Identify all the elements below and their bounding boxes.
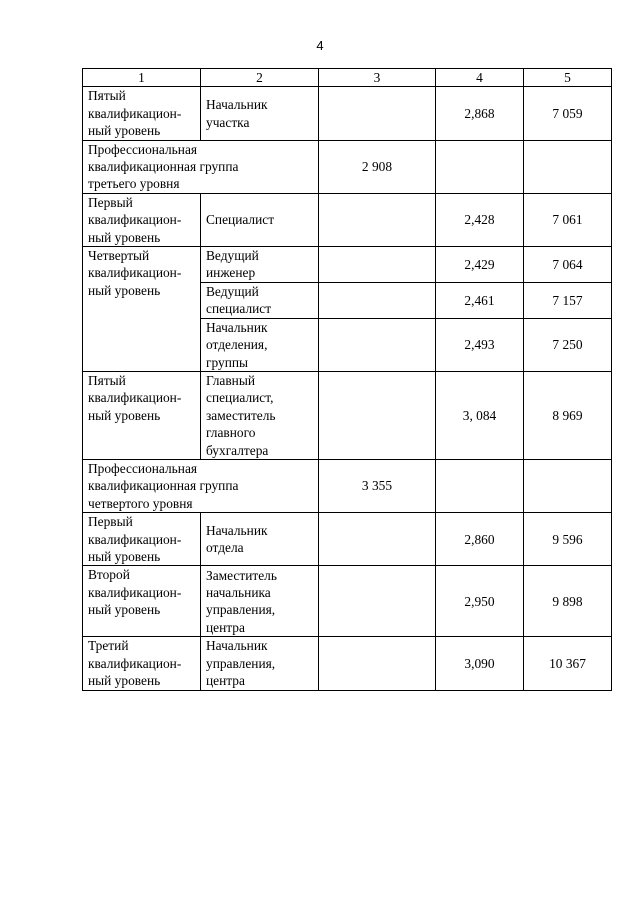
table-row <box>83 193 612 246</box>
coefficient-cell: 3,090 <box>436 637 524 690</box>
coefficient-cell: 2,428 <box>436 193 524 246</box>
position-cell: Начальник участка <box>201 87 319 140</box>
empty-cell <box>436 140 524 193</box>
table-header-row <box>83 69 612 87</box>
position-cell: Начальник отделения, группы <box>201 318 319 371</box>
position-cell: Начальник отдела <box>201 513 319 566</box>
position-cell: Начальник управления, центра <box>201 637 319 690</box>
empty-cell <box>319 193 436 246</box>
position-cell: Главный специалист, заместитель главного бухгалтера <box>201 371 319 459</box>
empty-cell <box>524 140 612 193</box>
empty-cell <box>319 513 436 566</box>
coefficient-cell: 2,860 <box>436 513 524 566</box>
qualification-level-cell: Пятый квалификацион- ный уровень <box>83 87 201 140</box>
qualification-level-cell: Четвертый квалификацион- ный уровень <box>83 247 201 372</box>
empty-cell <box>319 566 436 637</box>
empty-cell <box>319 87 436 140</box>
empty-cell <box>319 371 436 459</box>
table-row <box>83 566 612 637</box>
column-header: 1 <box>83 69 201 87</box>
group-row <box>83 140 612 193</box>
position-cell: Ведущий инженер <box>201 247 319 283</box>
coefficient-cell: 3, 084 <box>436 371 524 459</box>
table-row <box>83 637 612 690</box>
table-row <box>83 247 612 283</box>
page-number: 4 <box>316 38 324 53</box>
group-title-cell: Профессиональная квалификационная группа четвертого уровня <box>83 459 319 512</box>
empty-cell <box>319 318 436 371</box>
qualification-level-cell: Второй квалификацион- ный уровень <box>83 566 201 637</box>
salary-cell: 7 157 <box>524 282 612 318</box>
empty-cell <box>436 459 524 512</box>
salary-cell: 9 596 <box>524 513 612 566</box>
group-row <box>83 459 612 512</box>
position-cell: Заместитель начальника управления, центра <box>201 566 319 637</box>
salary-cell: 7 059 <box>524 87 612 140</box>
qualification-level-cell: Третий квалификацион- ный уровень <box>83 637 201 690</box>
table-row <box>83 371 612 459</box>
salary-cell: 7 064 <box>524 247 612 283</box>
position-cell: Ведущий специалист <box>201 282 319 318</box>
group-base-salary-cell: 3 355 <box>319 459 436 512</box>
salary-table <box>82 68 612 691</box>
group-title-cell: Профессиональная квалификационная группа третьего уровня <box>83 140 319 193</box>
qualification-level-cell: Первый квалификацион- ный уровень <box>83 513 201 566</box>
empty-cell <box>319 247 436 283</box>
salary-cell: 9 898 <box>524 566 612 637</box>
column-header: 2 <box>201 69 319 87</box>
salary-cell: 10 367 <box>524 637 612 690</box>
coefficient-cell: 2,950 <box>436 566 524 637</box>
coefficient-cell: 2,429 <box>436 247 524 283</box>
table-row <box>83 87 612 140</box>
qualification-level-cell: Пятый квалификацион- ный уровень <box>83 371 201 459</box>
salary-cell: 8 969 <box>524 371 612 459</box>
coefficient-cell: 2,868 <box>436 87 524 140</box>
table-row <box>83 513 612 566</box>
qualification-level-cell: Первый квалификацион- ный уровень <box>83 193 201 246</box>
empty-cell <box>319 637 436 690</box>
coefficient-cell: 2,461 <box>436 282 524 318</box>
position-cell: Специалист <box>201 193 319 246</box>
column-header: 5 <box>524 69 612 87</box>
column-header: 4 <box>436 69 524 87</box>
group-base-salary-cell: 2 908 <box>319 140 436 193</box>
salary-cell: 7 061 <box>524 193 612 246</box>
coefficient-cell: 2,493 <box>436 318 524 371</box>
empty-cell <box>524 459 612 512</box>
empty-cell <box>319 282 436 318</box>
salary-cell: 7 250 <box>524 318 612 371</box>
column-header: 3 <box>319 69 436 87</box>
